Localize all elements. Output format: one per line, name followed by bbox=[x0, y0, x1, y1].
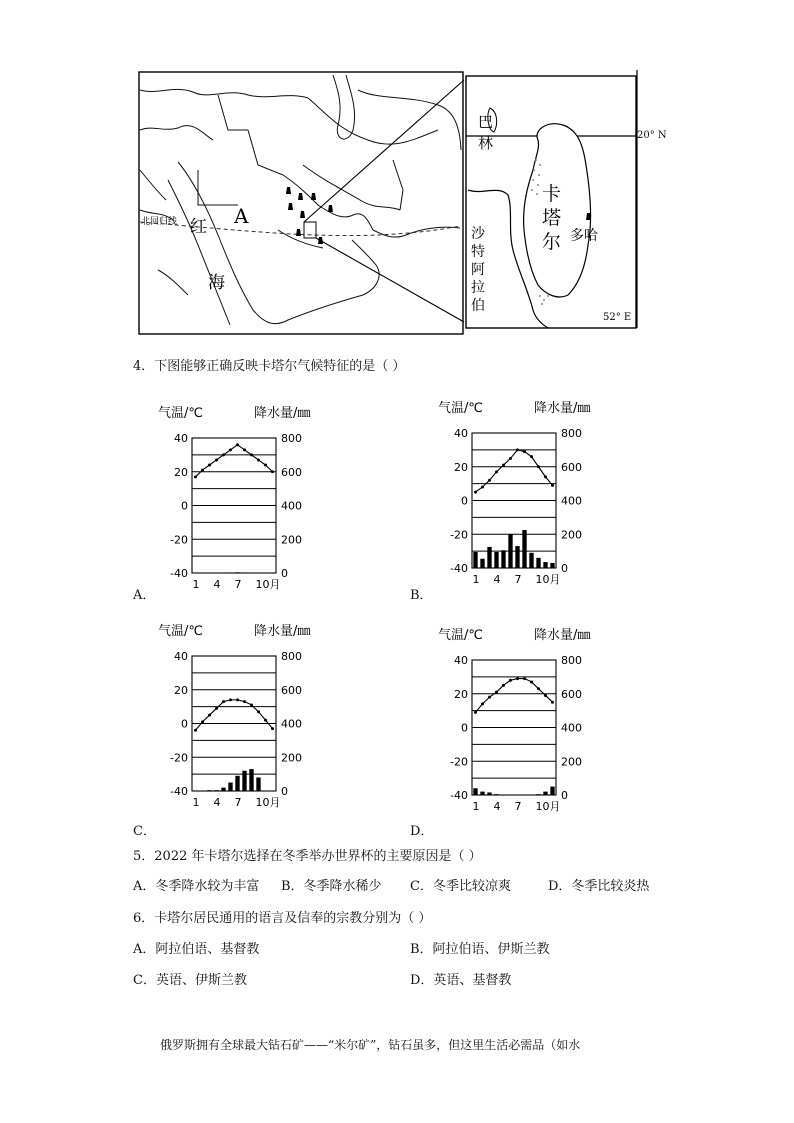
temp-tick-label: 0 bbox=[461, 721, 468, 735]
precip-bar bbox=[494, 794, 498, 795]
temperature-point bbox=[516, 677, 519, 680]
precip-bar bbox=[221, 788, 225, 791]
temp-tick-label: 20 bbox=[454, 460, 468, 474]
precip-tick-label: 600 bbox=[561, 687, 582, 701]
temp-tick-label: -20 bbox=[450, 755, 468, 769]
temperature-point bbox=[250, 453, 253, 456]
qatar-label-3: 尔 bbox=[542, 231, 562, 253]
precip-bar bbox=[249, 769, 253, 791]
region-a-label: A bbox=[234, 204, 249, 228]
precip-bar bbox=[242, 771, 246, 791]
temperature-point bbox=[236, 698, 239, 701]
precip-tick-label: 200 bbox=[561, 755, 582, 769]
temperature-point bbox=[194, 475, 197, 478]
q6-option-c[interactable]: C．英语、伊斯兰教 bbox=[133, 973, 247, 988]
month-tick-label: 1 bbox=[192, 578, 200, 591]
month-tick-label: 1 bbox=[472, 800, 480, 813]
temperature-point bbox=[530, 455, 533, 458]
precip-bar bbox=[494, 552, 498, 568]
temperature-point bbox=[208, 714, 211, 717]
question-4: 4．下图能够正确反映卡塔尔气候特征的是（ ） bbox=[133, 359, 406, 374]
precip-tick-label: 200 bbox=[281, 751, 302, 765]
temperature-point bbox=[502, 464, 505, 467]
precip-axis-title: 降水量/㎜ bbox=[534, 628, 591, 643]
temperature-point bbox=[264, 719, 267, 722]
precip-bar bbox=[550, 563, 554, 568]
precip-bar bbox=[242, 572, 246, 573]
precip-tick-label: 800 bbox=[561, 427, 582, 440]
temperature-point bbox=[509, 679, 512, 682]
precip-tick-label: 400 bbox=[281, 499, 302, 513]
month-tick-label: 1 bbox=[472, 573, 480, 586]
temperature-point bbox=[481, 486, 484, 489]
option-c-label[interactable]: C． bbox=[133, 824, 156, 839]
precip-bar bbox=[508, 534, 512, 568]
temp-tick-label: -40 bbox=[170, 785, 188, 798]
temp-tick-label: -40 bbox=[450, 789, 468, 802]
temperature-point bbox=[215, 458, 218, 461]
saudi-label-5: 伯 bbox=[471, 298, 485, 314]
precip-bar bbox=[529, 553, 533, 568]
precip-bar bbox=[480, 792, 484, 795]
month-tick-label: 10月 bbox=[255, 578, 281, 591]
q6-option-b[interactable]: B．阿拉伯语、伊斯兰教 bbox=[410, 942, 550, 957]
temp-axis-title: 气温/℃ bbox=[438, 628, 483, 643]
temperature-point bbox=[537, 465, 540, 468]
bahrain-label-1: 巴 bbox=[478, 113, 494, 131]
precip-bar bbox=[543, 562, 547, 568]
temperature-point bbox=[502, 684, 505, 687]
q6-option-d[interactable]: D．英语、基督教 bbox=[410, 973, 512, 988]
saudi-label-3: 阿 bbox=[471, 262, 485, 278]
precip-tick-label: 200 bbox=[281, 533, 302, 547]
temperature-point bbox=[516, 448, 519, 451]
temperature-point bbox=[551, 484, 554, 487]
precip-bar bbox=[550, 787, 554, 795]
precip-tick-label: 0 bbox=[561, 562, 568, 575]
temperature-point bbox=[544, 694, 547, 697]
precip-bar bbox=[235, 776, 239, 791]
temp-axis-title: 气温/℃ bbox=[158, 624, 203, 639]
temperature-point bbox=[495, 470, 498, 473]
month-tick-label: 1 bbox=[192, 796, 200, 809]
temp-axis-title: 气温/℃ bbox=[438, 401, 483, 416]
lon-label: 52° E bbox=[603, 312, 632, 323]
temperature-point bbox=[236, 443, 239, 446]
temperature-point bbox=[194, 729, 197, 732]
month-tick-label: 7 bbox=[234, 796, 242, 809]
precip-bar bbox=[543, 792, 547, 795]
temperature-point bbox=[544, 475, 547, 478]
temp-tick-label: -20 bbox=[170, 751, 188, 765]
temp-tick-label: -40 bbox=[450, 562, 468, 575]
red-sea-label-2: 海 bbox=[208, 273, 225, 293]
temperature-point bbox=[474, 711, 477, 714]
precip-tick-label: 400 bbox=[561, 721, 582, 735]
temperature-point bbox=[229, 698, 232, 701]
month-tick-label: 10月 bbox=[535, 573, 561, 586]
climate-chart-d bbox=[430, 622, 630, 832]
temp-tick-label: 40 bbox=[454, 427, 468, 440]
precip-bar bbox=[473, 788, 477, 795]
precip-tick-label: 0 bbox=[281, 785, 288, 798]
month-tick-label: 4 bbox=[213, 578, 221, 591]
qatar-label-1: 卡 bbox=[542, 183, 562, 205]
precip-bar bbox=[522, 530, 526, 568]
lat-label: 20° N bbox=[637, 130, 667, 141]
month-tick-label: 4 bbox=[213, 796, 221, 809]
q5-option-b[interactable]: B．冬季降水稀少 bbox=[281, 879, 382, 894]
month-tick-label: 4 bbox=[493, 800, 501, 813]
temperature-point bbox=[509, 457, 512, 460]
red-sea-label-1: 红 bbox=[190, 217, 207, 237]
temperature-line bbox=[476, 450, 553, 492]
option-d-label[interactable]: D． bbox=[410, 824, 434, 839]
temp-tick-label: 0 bbox=[181, 499, 188, 513]
temp-tick-label: 20 bbox=[174, 683, 188, 697]
precip-tick-label: 0 bbox=[561, 789, 568, 802]
temperature-point bbox=[201, 469, 204, 472]
temperature-point bbox=[243, 448, 246, 451]
temp-tick-label: 40 bbox=[174, 432, 188, 445]
temperature-point bbox=[222, 700, 225, 703]
bahrain-label-2: 林 bbox=[478, 134, 494, 152]
temp-tick-label: 40 bbox=[174, 650, 188, 663]
temperature-point bbox=[488, 479, 491, 482]
temperature-point bbox=[271, 727, 274, 730]
temp-axis-title: 气温/℃ bbox=[158, 406, 203, 421]
doha-label: 多哈 bbox=[570, 228, 598, 244]
precip-tick-label: 600 bbox=[281, 683, 302, 697]
precip-tick-label: 400 bbox=[281, 717, 302, 731]
temperature-point bbox=[257, 710, 260, 713]
climate-chart-c bbox=[150, 618, 350, 818]
temperature-point bbox=[271, 470, 274, 473]
temperature-point bbox=[495, 691, 498, 694]
temperature-point bbox=[551, 701, 554, 704]
temperature-point bbox=[523, 677, 526, 680]
temp-tick-label: -20 bbox=[450, 528, 468, 542]
precip-tick-label: 800 bbox=[281, 432, 302, 445]
precip-tick-label: 200 bbox=[561, 528, 582, 542]
precip-bar bbox=[480, 559, 484, 568]
temperature-line bbox=[476, 679, 553, 713]
temperature-point bbox=[474, 491, 477, 494]
precip-tick-label: 800 bbox=[561, 654, 582, 667]
precip-tick-label: 600 bbox=[281, 465, 302, 479]
q5-option-a[interactable]: A．冬季降水较为丰富 bbox=[133, 879, 260, 894]
temp-tick-label: -40 bbox=[170, 567, 188, 580]
temperature-point bbox=[215, 707, 218, 710]
temperature-point bbox=[243, 700, 246, 703]
temperature-point bbox=[481, 702, 484, 705]
month-tick-label: 10月 bbox=[535, 800, 561, 813]
precip-tick-label: 400 bbox=[561, 494, 582, 508]
precip-tick-label: 600 bbox=[561, 460, 582, 474]
temperature-point bbox=[264, 464, 267, 467]
precip-bar bbox=[228, 783, 232, 791]
option-a-label[interactable]: A． bbox=[133, 588, 156, 603]
temp-tick-label: 20 bbox=[174, 465, 188, 479]
precip-bar bbox=[256, 778, 260, 792]
temperature-point bbox=[250, 703, 253, 706]
temperature-point bbox=[257, 458, 260, 461]
precip-bar bbox=[228, 572, 232, 573]
saudi-label-1: 沙 bbox=[471, 226, 485, 242]
q5-option-d[interactable]: D．冬季比较炎热 bbox=[548, 879, 650, 894]
temp-tick-label: 40 bbox=[454, 654, 468, 667]
precip-bar bbox=[536, 794, 540, 795]
month-tick-label: 4 bbox=[493, 573, 501, 586]
precip-bar bbox=[501, 550, 505, 568]
temperature-point bbox=[222, 453, 225, 456]
temp-tick-label: 20 bbox=[454, 687, 468, 701]
climate-chart-b bbox=[430, 395, 630, 595]
precip-bar bbox=[487, 792, 491, 795]
precip-tick-label: 0 bbox=[281, 567, 288, 580]
precip-tick-label: 800 bbox=[281, 650, 302, 663]
precip-bar bbox=[235, 572, 239, 573]
month-tick-label: 7 bbox=[514, 800, 522, 813]
tropic-label: 北回归线 bbox=[141, 217, 178, 227]
precip-bar bbox=[487, 547, 491, 568]
q6-option-a[interactable]: A．阿拉伯语、基督教 bbox=[133, 942, 260, 957]
temperature-point bbox=[530, 680, 533, 683]
month-tick-label: 10月 bbox=[255, 796, 281, 809]
temperature-point bbox=[208, 464, 211, 467]
precip-axis-title: 降水量/㎜ bbox=[254, 406, 311, 421]
option-b-label[interactable]: B． bbox=[410, 588, 433, 603]
question-5: 5．2022 年卡塔尔选择在冬季举办世界杯的主要原因是（ ） bbox=[133, 849, 482, 864]
qatar-label-2: 塔 bbox=[542, 207, 562, 229]
q5-option-c[interactable]: C．冬季比较凉爽 bbox=[410, 879, 511, 894]
precip-bar bbox=[207, 790, 211, 791]
temperature-point bbox=[488, 696, 491, 699]
footer-text: 俄罗斯拥有全球最大钻石矿——“米尔矿”，钻石虽多，但这里生活必需品（如水 bbox=[160, 1038, 581, 1052]
temperature-point bbox=[537, 687, 540, 690]
precip-bar bbox=[536, 558, 540, 568]
precip-bar bbox=[515, 546, 519, 568]
climate-chart-a bbox=[150, 400, 340, 600]
saudi-label-4: 拉 bbox=[471, 280, 485, 296]
temperature-point bbox=[229, 448, 232, 451]
temperature-point bbox=[523, 450, 526, 453]
middle-east-map bbox=[138, 70, 638, 336]
temp-tick-label: 0 bbox=[181, 717, 188, 731]
month-tick-label: 7 bbox=[514, 573, 522, 586]
temperature-point bbox=[201, 720, 204, 723]
precip-bar bbox=[214, 790, 218, 791]
month-tick-label: 7 bbox=[234, 578, 242, 591]
temp-tick-label: 0 bbox=[461, 494, 468, 508]
precip-bar bbox=[473, 552, 477, 568]
question-6: 6．卡塔尔居民通用的语言及信奉的宗教分别为（ ） bbox=[133, 911, 432, 926]
temp-tick-label: -20 bbox=[170, 533, 188, 547]
temperature-line bbox=[196, 700, 273, 730]
precip-axis-title: 降水量/㎜ bbox=[254, 624, 311, 639]
precip-axis-title: 降水量/㎜ bbox=[534, 401, 591, 416]
saudi-label-2: 特 bbox=[471, 244, 485, 260]
